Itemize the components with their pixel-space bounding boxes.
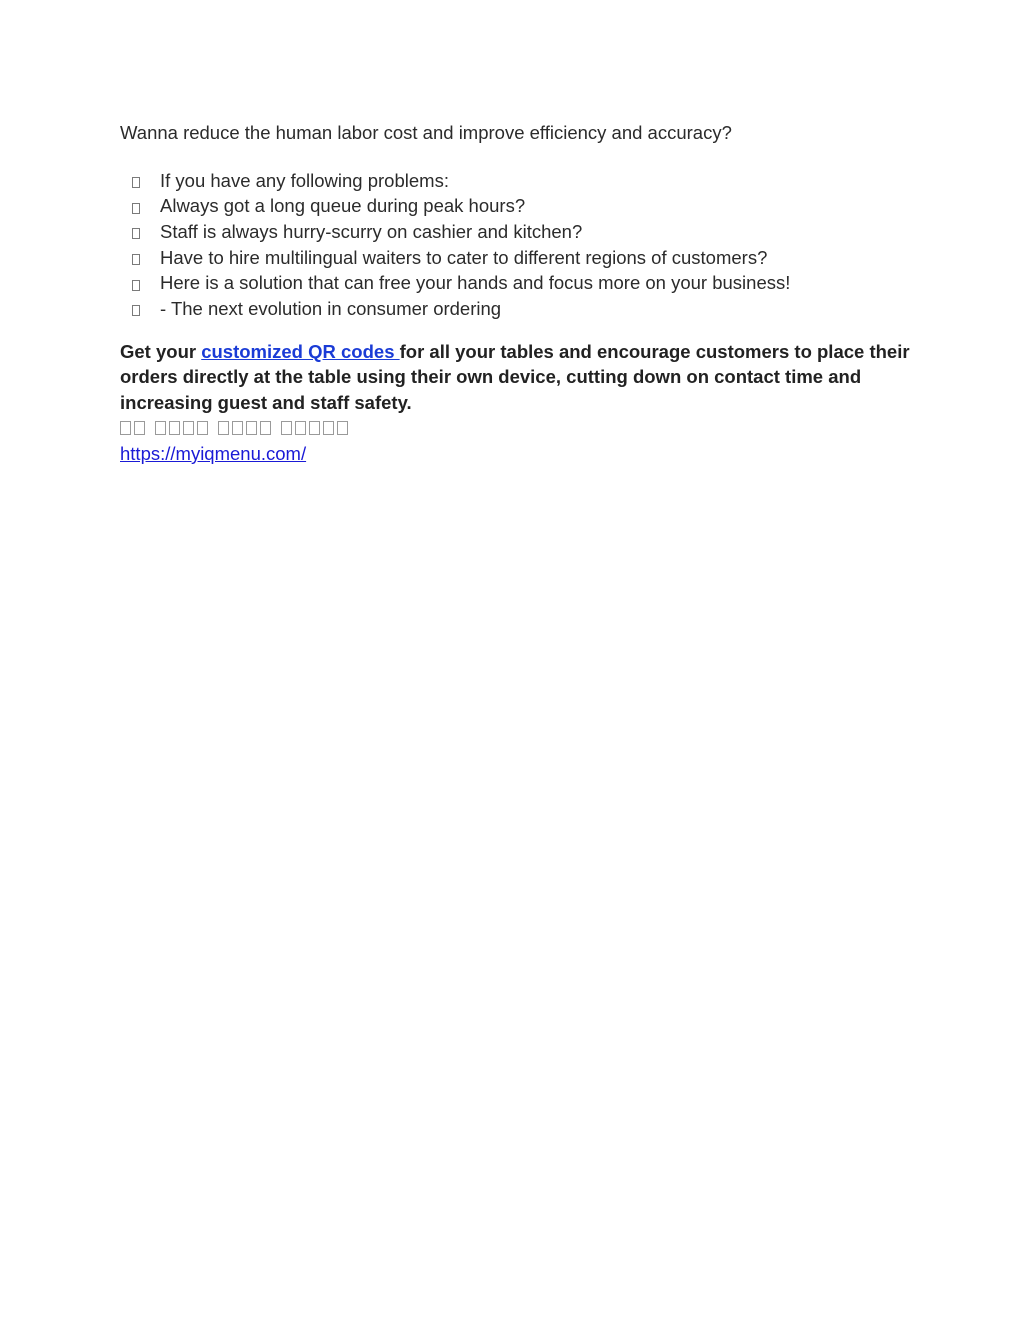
missing-glyph-icon [183, 421, 194, 435]
missing-glyph-icon [295, 421, 306, 435]
list-item-text: Here is a solution that can free your hands and focus more on your business! [160, 272, 791, 294]
missing-glyph-icon [197, 421, 208, 435]
bullet-icon [132, 203, 140, 214]
list-item [120, 194, 790, 220]
website-link[interactable]: https://myiqmenu.com/ [120, 443, 307, 464]
bullet-icon [132, 177, 140, 188]
missing-glyph-icon [309, 421, 320, 435]
customized-qr-codes-link[interactable]: customized QR codes [201, 340, 400, 362]
bullet-icon [132, 254, 140, 265]
missing-glyph-icon [260, 421, 271, 435]
list-item [120, 219, 790, 245]
list-item [120, 168, 790, 194]
intro-text: Wanna reduce the human labor cost and improve efficiency and accuracy? [120, 122, 732, 143]
bullet-icon [132, 228, 140, 239]
missing-glyph-group [155, 421, 208, 435]
missing-glyph-group [281, 421, 348, 435]
missing-glyph-icon [246, 421, 257, 435]
missing-glyph-icon [155, 421, 166, 435]
cta-suffix: for all your tables and encourage customers to place their orders directly at the table using their own device, cutting down on contact time and increasing guest and staff safety. [120, 340, 910, 414]
missing-glyph-group [218, 421, 271, 435]
problem-list [120, 168, 790, 322]
bullet-icon [132, 305, 140, 316]
list-item-text: - The next evolution in consumer ordering [160, 297, 502, 319]
missing-glyph-icon [218, 421, 229, 435]
list-item [120, 245, 790, 271]
missing-glyph-icon [337, 421, 348, 435]
missing-glyph-icon [169, 421, 180, 435]
missing-glyph-icon [232, 421, 243, 435]
list-item-text: Always got a long queue during peak hours? [160, 195, 526, 217]
cta-paragraph [120, 339, 920, 416]
missing-glyph-icon [281, 421, 292, 435]
list-item-text: Staff is always hurry-scurry on cashier and kitchen? [160, 220, 583, 242]
missing-glyph-line [120, 421, 348, 435]
missing-glyph-icon [323, 421, 334, 435]
missing-glyph-icon [120, 421, 131, 435]
missing-glyph-icon [134, 421, 145, 435]
list-item-text: Have to hire multilingual waiters to cater to different regions of customers? [160, 246, 768, 268]
list-item [120, 270, 790, 296]
website-link-line [120, 442, 306, 466]
list-item [120, 296, 790, 322]
bullet-icon [132, 280, 140, 291]
cta-prefix: Get your [120, 340, 202, 362]
list-item-text: If you have any following problems: [160, 169, 449, 191]
missing-glyph-group [120, 421, 145, 435]
